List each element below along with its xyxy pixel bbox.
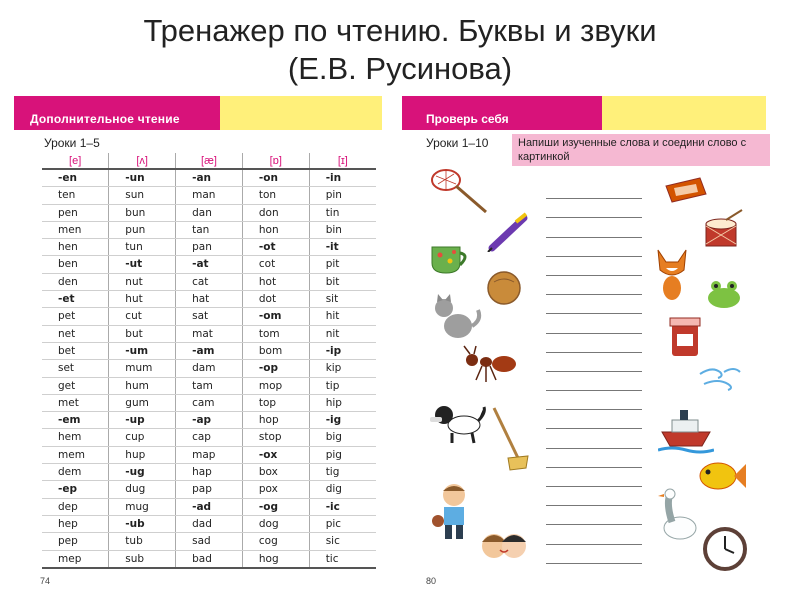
table-cell: mum: [109, 360, 176, 377]
left-page-subtitle: Уроки 1–5: [44, 136, 100, 150]
right-page-subtitle: Уроки 1–10: [426, 136, 489, 150]
rug-icon: [660, 176, 710, 204]
table-cell: bun: [109, 204, 176, 221]
table-cell: -et: [42, 291, 109, 308]
table-cell: gum: [109, 394, 176, 411]
right-page: [402, 96, 766, 596]
nut-icon: [484, 268, 524, 306]
table-cell: hog: [242, 550, 309, 568]
writing-lines: [546, 180, 642, 564]
table-cell: pet: [42, 308, 109, 325]
table-cell: -ox: [242, 446, 309, 463]
table-cell: tin: [309, 204, 376, 221]
table-cell: tub: [109, 533, 176, 550]
table-cell: tom: [242, 325, 309, 342]
table-cell: bad: [176, 550, 243, 568]
table-cell: pin: [309, 187, 376, 204]
left-page: [14, 96, 382, 596]
table-row: [42, 464, 376, 481]
table-cell: hat: [176, 291, 243, 308]
table-cell: -op: [242, 360, 309, 377]
table-cell: bit: [309, 273, 376, 290]
table-row: [42, 325, 376, 342]
writing-line[interactable]: [546, 410, 642, 429]
table-cell: -on: [242, 169, 309, 187]
table-cell: men: [42, 221, 109, 238]
writing-line[interactable]: [546, 468, 642, 487]
table-cell: hup: [109, 446, 176, 463]
column-header: [ɒ]: [242, 153, 309, 169]
table-row: [42, 221, 376, 238]
left-page-number: 74: [40, 576, 51, 586]
table-cell: hem: [42, 429, 109, 446]
table-cell: -ip: [309, 342, 376, 359]
table-cell: mem: [42, 446, 109, 463]
right-page-number: 80: [426, 576, 437, 586]
writing-line[interactable]: [546, 257, 642, 276]
drum-icon: [702, 208, 744, 252]
table-row: [42, 342, 376, 359]
table-cell: tig: [309, 464, 376, 481]
table-cell: dug: [109, 481, 176, 498]
table-cell: -um: [109, 342, 176, 359]
table-cell: sad: [176, 533, 243, 550]
table-row: [42, 498, 376, 515]
slide-title-line1: Тренажер по чтению. Буквы и звуки: [143, 13, 657, 48]
table-row: [42, 429, 376, 446]
right-page-header-label: Проверь себя: [402, 96, 602, 130]
table-cell: kip: [309, 360, 376, 377]
table-cell: bom: [242, 342, 309, 359]
table-row: [42, 256, 376, 273]
table-cell: get: [42, 377, 109, 394]
table-row: [42, 360, 376, 377]
table-cell: net: [42, 325, 109, 342]
column-header: [e]: [69, 154, 82, 167]
writing-line[interactable]: [546, 295, 642, 314]
table-row: [42, 394, 376, 411]
table-cell: top: [242, 394, 309, 411]
table-cell: dep: [42, 498, 109, 515]
table-row: [42, 446, 376, 463]
table-cell: pan: [176, 239, 243, 256]
table-cell: -at: [176, 256, 243, 273]
wind-icon: [698, 364, 742, 392]
table-cell: nit: [309, 325, 376, 342]
writing-line[interactable]: [546, 180, 642, 199]
table-cell: pap: [176, 481, 243, 498]
table-cell: -em: [42, 412, 109, 429]
table-row: [42, 533, 376, 550]
dog-icon: [428, 401, 488, 445]
table-cell: ten: [42, 187, 109, 204]
table-row: [42, 291, 376, 308]
table-cell: -om: [242, 308, 309, 325]
table-cell: pox: [242, 481, 309, 498]
table-row: [42, 377, 376, 394]
boy-icon: [432, 481, 476, 541]
table-cell: set: [42, 360, 109, 377]
table-cell: -ig: [309, 412, 376, 429]
table-cell: man: [176, 187, 243, 204]
table-cell: cot: [242, 256, 309, 273]
writing-line[interactable]: [546, 525, 642, 544]
table-cell: -ap: [176, 412, 243, 429]
table-row: [42, 187, 376, 204]
table-cell: hap: [176, 464, 243, 481]
table-cell: tam: [176, 377, 243, 394]
table-cell: -ic: [309, 498, 376, 515]
table-cell: sit: [309, 291, 376, 308]
writing-line[interactable]: [546, 218, 642, 237]
slide-title: [0, 12, 800, 88]
table-row: [42, 239, 376, 256]
table-row: [42, 412, 376, 429]
table-row: [42, 204, 376, 221]
table-cell: cog: [242, 533, 309, 550]
word-table: [42, 153, 376, 569]
table-cell: -un: [109, 169, 176, 187]
writing-line[interactable]: [546, 353, 642, 372]
writing-line[interactable]: [546, 545, 642, 564]
table-cell: don: [242, 204, 309, 221]
table-cell: sub: [109, 550, 176, 568]
table-cell: hum: [109, 377, 176, 394]
writing-line[interactable]: [546, 391, 642, 410]
table-cell: stop: [242, 429, 309, 446]
table-cell: -it: [309, 239, 376, 256]
slide-title-line2: (Е.В. Русинова): [287, 51, 513, 86]
table-cell: dad: [176, 515, 243, 532]
fox-icon: [654, 246, 690, 302]
table-cell: den: [42, 273, 109, 290]
table-cell: cup: [109, 429, 176, 446]
table-cell: bin: [309, 221, 376, 238]
table-cell: dam: [176, 360, 243, 377]
table-cell: tun: [109, 239, 176, 256]
table-cell: -ug: [109, 464, 176, 481]
pen-icon: [486, 212, 530, 252]
table-cell: bet: [42, 342, 109, 359]
frog-icon: [702, 274, 746, 312]
table-cell: -up: [109, 412, 176, 429]
writing-line[interactable]: [546, 334, 642, 353]
table-cell: dog: [242, 515, 309, 532]
table-cell: mat: [176, 325, 243, 342]
writing-line[interactable]: [546, 429, 642, 448]
table-cell: -ot: [242, 239, 309, 256]
writing-line[interactable]: [546, 276, 642, 295]
ant-icon: [462, 344, 518, 384]
table-cell: cat: [176, 273, 243, 290]
writing-line[interactable]: [546, 487, 642, 506]
table-row: [42, 273, 376, 290]
table-cell: -og: [242, 498, 309, 515]
left-page-header: [14, 96, 382, 130]
table-cell: dot: [242, 291, 309, 308]
table-cell: pen: [42, 204, 109, 221]
table-cell: pun: [109, 221, 176, 238]
table-cell: -en: [42, 169, 109, 187]
jam-icon: [668, 314, 702, 360]
table-cell: hot: [242, 273, 309, 290]
cat-icon: [430, 292, 482, 342]
table-cell: -ep: [42, 481, 109, 498]
table-cell: sat: [176, 308, 243, 325]
table-cell: mop: [242, 377, 309, 394]
table-cell: hut: [109, 291, 176, 308]
right-page-header: [402, 96, 766, 130]
table-row: [42, 169, 376, 187]
table-cell: met: [42, 394, 109, 411]
left-page-header-yellow: [220, 96, 382, 130]
writing-line[interactable]: [546, 314, 642, 333]
table-cell: but: [109, 325, 176, 342]
table-cell: -ad: [176, 498, 243, 515]
table-cell: cam: [176, 394, 243, 411]
task-instruction: Напиши изученные слова и соедини слово с картинкой: [512, 134, 770, 166]
mop-icon: [490, 406, 530, 472]
table-cell: box: [242, 464, 309, 481]
table-row: [42, 515, 376, 532]
ship-icon: [658, 406, 714, 456]
table-cell: ben: [42, 256, 109, 273]
writing-line[interactable]: [546, 506, 642, 525]
table-row: [42, 550, 376, 568]
column-header: [ʌ]: [109, 153, 176, 169]
table-cell: -ub: [109, 515, 176, 532]
right-page-header-yellow: [602, 96, 766, 130]
column-header: [ɪ]: [309, 153, 376, 169]
writing-line[interactable]: [546, 199, 642, 218]
table-cell: hep: [42, 515, 109, 532]
cup-icon: [426, 241, 472, 277]
writing-line[interactable]: [546, 372, 642, 391]
table-cell: nut: [109, 273, 176, 290]
table-row: [42, 308, 376, 325]
table-cell: pep: [42, 533, 109, 550]
fish-icon: [696, 456, 746, 496]
net-icon: [430, 166, 488, 216]
table-cell: cut: [109, 308, 176, 325]
table-cell: pig: [309, 446, 376, 463]
column-header: [æ]: [176, 153, 243, 169]
left-page-header-label: Дополнительное чтение: [14, 96, 220, 130]
table-cell: pic: [309, 515, 376, 532]
table-cell: -an: [176, 169, 243, 187]
table-cell: hen: [42, 239, 109, 256]
table-cell: tic: [309, 550, 376, 568]
table-cell: hit: [309, 308, 376, 325]
table-cell: dan: [176, 204, 243, 221]
table-cell: -am: [176, 342, 243, 359]
table-cell: mug: [109, 498, 176, 515]
kids-icon: [480, 526, 528, 566]
goose-icon: [656, 488, 698, 544]
table-cell: map: [176, 446, 243, 463]
table-cell: hip: [309, 394, 376, 411]
table-cell: sic: [309, 533, 376, 550]
table-cell: tan: [176, 221, 243, 238]
table-cell: ton: [242, 187, 309, 204]
table-cell: cap: [176, 429, 243, 446]
table-cell: mep: [42, 550, 109, 568]
table-cell: hon: [242, 221, 309, 238]
table-cell: dem: [42, 464, 109, 481]
table-cell: pit: [309, 256, 376, 273]
table-cell: hop: [242, 412, 309, 429]
writing-line[interactable]: [546, 238, 642, 257]
table-cell: -in: [309, 169, 376, 187]
writing-line[interactable]: [546, 449, 642, 468]
table-cell: big: [309, 429, 376, 446]
table-cell: -ut: [109, 256, 176, 273]
table-cell: sun: [109, 187, 176, 204]
table-cell: tip: [309, 377, 376, 394]
table-row: [42, 481, 376, 498]
table-cell: dig: [309, 481, 376, 498]
clock-icon: [702, 526, 748, 572]
